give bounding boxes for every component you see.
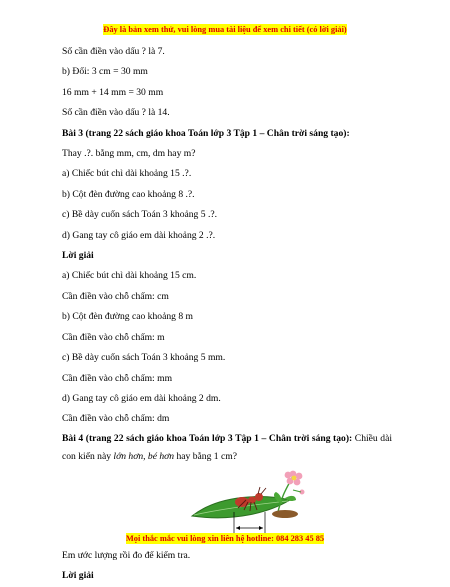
solution-c: c) Bề dày cuốn sách Toán 3 khoảng 5 mm. <box>62 352 226 364</box>
solution-c-answer: Cần điền vào chỗ chấm: mm <box>62 372 173 384</box>
solution-d: d) Gang tay cô giáo em dài khoảng 2 dm. <box>62 392 221 404</box>
text-line: b) Đổi: 3 cm = 30 mm <box>62 66 148 78</box>
solution-a-answer: Cần điền vào chỗ chấm: cm <box>62 290 169 302</box>
exercise-4-question-emphasis: lớn hơn, bé hơn <box>113 450 175 462</box>
solution-b-answer: Cần điền vào chỗ chấm: m <box>62 331 165 343</box>
top-banner-text: Đây là bản xem thử, vui lòng mua tài liệu để xem chi tiết (có lời giải) <box>103 25 347 34</box>
text-line: 16 mm + 14 mm = 30 mm <box>62 86 164 98</box>
question-c: c) Bề dày cuốn sách Toán 3 khoảng 5 .?. <box>62 209 218 221</box>
exercise-3-question: Thay .?. bằng mm, cm, dm hay m? <box>62 148 196 160</box>
solution-heading-2: Lời giải <box>62 570 94 582</box>
solution-heading: Lời giải <box>62 250 94 262</box>
text-line: Số cần điền vào dấu ? là 14. <box>62 107 170 119</box>
question-b: b) Cột đèn đường cao khoảng 8 .?. <box>62 188 195 200</box>
exercise-4-paragraph <box>62 430 392 466</box>
bottom-banner-text: Mọi thắc mắc vui lòng xin liên hệ hotline: 084 283 45 85 <box>125 534 325 543</box>
bottom-hotline-banner <box>0 534 450 543</box>
exercise-4-question-start: Chiều dài con kiến này <box>62 432 393 462</box>
text-line: Số cần điền vào dấu ? là 7. <box>62 46 165 57</box>
flower-icon <box>272 470 305 517</box>
solution-a: a) Chiếc bút chì dài khoảng 15 cm. <box>62 270 197 282</box>
exercise-4-question-end: hay bằng 1 cm? <box>174 450 237 462</box>
ant-leaf-illustration <box>190 464 320 538</box>
solution-d-answer: Cần điền vào chỗ chấm: dm <box>62 413 170 425</box>
exercise-3-title: Bài 3 (trang 22 sách giáo khoa Toán lớp 3 Tập 1 – Chân trời sáng tạo): <box>62 127 350 139</box>
exercise-4-title: Bài 4 (trang 22 sách giáo khoa Toán lớp 3 Tập 1 – Chân trời sáng tạo): <box>62 432 353 444</box>
instruction-line: Em ước lượng rồi đo để kiểm tra. <box>62 549 191 561</box>
question-a: a) Chiếc bút chì dài khoảng 15 .?. <box>62 168 192 180</box>
document-body <box>62 42 392 587</box>
solution-b: b) Cột đèn đường cao khoảng 8 m <box>62 311 193 323</box>
top-preview-banner <box>0 25 450 34</box>
question-d: d) Gang tay cô giáo em dài khoảng 2 .?. <box>62 229 216 241</box>
